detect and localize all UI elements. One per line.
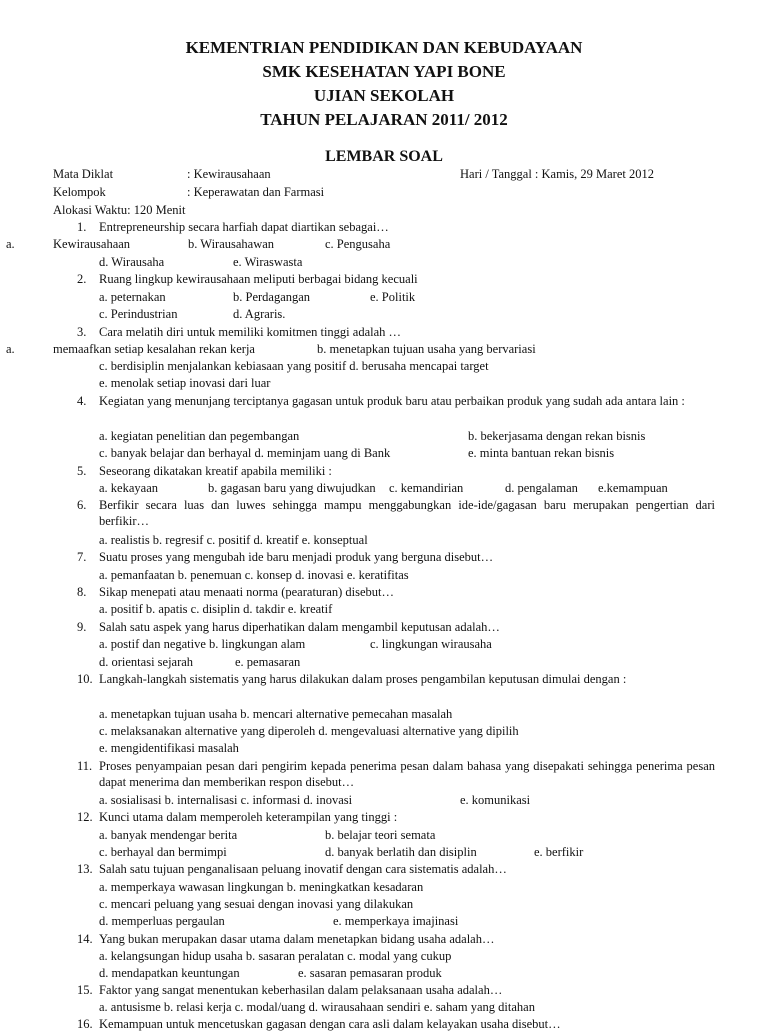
question-text: Salah satu aspek yang harus diperhatikan dalam mengambil keputusan adalah… [99, 620, 500, 634]
option-d: d. orientasi sejarah [99, 655, 194, 669]
group-value: : Keperawatan dan Farmasi [187, 185, 325, 199]
question-text: Proses penyampaian pesan dari pengirim kepada penerima pesan dalam bahasa yang disepakati sehingga penerima pesan dapat menerima dan memberikan respon disebut… [99, 759, 715, 789]
question-number: 3. [77, 325, 87, 339]
question-number: 12. [77, 810, 93, 824]
question-text: Sikap menepati atau menaati norma (pearaturan) disebut… [99, 585, 395, 599]
group-label: Kelompok [53, 185, 106, 199]
question-text: Kegiatan yang menunjang terciptanya gagasan untuk produk baru atau perbaikan produk yang sudah ada antara lain : [99, 394, 685, 408]
option-a-c: a. kelangsungan hidup usaha b. sasaran peralatan c. modal yang cukup [99, 949, 452, 963]
question-number: 9. [77, 620, 87, 634]
option-letter: a. [6, 342, 15, 356]
option-c-d: c. melaksanakan alternative yang diperoleh d. mengevaluasi alternative yang dipilih [99, 724, 519, 738]
option-c: c. Pengusaha [325, 237, 391, 251]
subject-value: : Kewirausahaan [187, 167, 271, 181]
question-number: 15. [77, 983, 93, 997]
option-d: d. Wirausaha [99, 255, 165, 269]
question-text: Berfikir secara luas dan luwes sehingga mampu menggabungkan ide-ide/gagasan baru merupakan pengertian dari berfikir… [99, 498, 715, 528]
question-number: 5. [77, 464, 87, 478]
option-b: b. Wirausahawan [188, 237, 275, 251]
option-b: b. Perdagangan [233, 290, 311, 304]
question-number: 6. [77, 498, 87, 512]
option-e: e. Wiraswasta [233, 255, 303, 269]
option-b: b. bekerjasama dengan rekan bisnis [468, 429, 646, 443]
subject-label: Mata Diklat [53, 167, 114, 181]
option-c: c. berhayal dan bermimpi [99, 845, 227, 859]
option-e: e. minta bantuan rekan bisnis [468, 446, 615, 460]
question-text: Seseorang dikatakan kreatif apabila memiliki : [99, 464, 332, 478]
academic-year: TAHUN PELAJARAN 2011/ 2012 [260, 110, 508, 129]
question-text: Yang bukan merupakan dasar utama dalam menetapkan bidang usaha adalah… [99, 932, 495, 946]
time-allocation: Alokasi Waktu: 120 Menit [53, 203, 186, 217]
question-text: Langkah-langkah sistematis yang harus dilakukan dalam proses pengambilan keputusan dimulai dengan : [99, 672, 627, 686]
options-a-d: a. sosialisasi b. internalisasi c. informasi d. inovasi [99, 793, 353, 807]
option-d: d. memperluas pergaulan [99, 914, 225, 928]
option-d: d. mendapatkan keuntungan [99, 966, 240, 980]
option-a-b: a. menetapkan tujuan usaha b. mencari alternative pemecahan masalah [99, 707, 453, 721]
option-e: e.kemampuan [598, 481, 668, 495]
option-d: d. pengalaman [505, 481, 578, 495]
question-number: 10. [77, 672, 93, 686]
option-d: d. Agraris. [233, 307, 286, 321]
option-a-b: a. memperkaya wawasan lingkungan b. meningkatkan kesadaran [99, 880, 424, 894]
option-c-d: c. berdisiplin menjalankan kebiasaan yang positif d. berusaha mencapai target [99, 359, 489, 373]
question-number: 16. [77, 1017, 93, 1031]
option-a: memaafkan setiap kesalahan rekan kerja [53, 342, 255, 356]
option-c: c. Perindustrian [99, 307, 178, 321]
question-text: Entrepreneurship secara harfiah dapat diartikan sebagai… [99, 220, 389, 234]
school-name: SMK KESEHATAN YAPI BONE [262, 62, 506, 81]
option-a: a. kekayaan [99, 481, 158, 495]
option-a-b: a. postif dan negative b. lingkungan alam [99, 637, 306, 651]
option-e: e. pemasaran [235, 655, 301, 669]
question-text: Faktor yang sangat menentukan keberhasilan dalam pelaksanaan usaha adalah… [99, 983, 503, 997]
exam-name: UJIAN SEKOLAH [313, 86, 455, 105]
question-number: 14. [77, 932, 93, 946]
question-text: Kunci utama dalam memperoleh keterampilan yang tinggi : [99, 810, 398, 824]
option-e: e. berfikir [534, 845, 584, 859]
option-e: e. memperkaya imajinasi [333, 914, 459, 928]
question-number: 8. [77, 585, 87, 599]
option-e: e. Politik [370, 290, 416, 304]
options-line: a. realistis b. regresif c. positif d. kreatif e. konseptual [99, 533, 368, 547]
option-c: c. mencari peluang yang sesuai dengan inovasi yang dilakukan [99, 897, 414, 911]
option-a: a. kegiatan penelitian dan pegembangan [99, 429, 300, 443]
option-c-d: c. banyak belajar dan berhayal d. meminjam uang di Bank [99, 446, 391, 460]
options-line: a. antusisme b. relasi kerja c. modal/uang d. wirausahaan sendiri e. saham yang ditahan [99, 1000, 535, 1014]
option-letter: a. [6, 237, 15, 251]
option-c: c. kemandirian [389, 481, 464, 495]
question-number: 13. [77, 862, 93, 876]
question-number: 1. [77, 220, 87, 234]
question-text: Cara melatih diri untuk memiliki komitmen tinggi adalah … [99, 325, 402, 339]
option-e: e. komunikasi [460, 793, 531, 807]
option-e: e. menolak setiap inovasi dari luar [99, 376, 271, 390]
question-number: 2. [77, 272, 87, 286]
question-number: 11. [77, 759, 93, 773]
question-text: Ruang lingkup kewirausahaan meliputi berbagai bidang kecuali [99, 272, 418, 286]
option-a: a. banyak mendengar berita [99, 828, 238, 842]
question-number: 7. [77, 550, 87, 564]
option-a: Kewirausahaan [53, 237, 131, 251]
options-line: a. pemanfaatan b. penemuan c. konsep d. inovasi e. keratifitas [99, 568, 409, 582]
option-e: e. sasaran pemasaran produk [298, 966, 442, 980]
exam-date: Hari / Tanggal : Kamis, 29 Maret 2012 [460, 167, 654, 181]
question-text: Salah satu tujuan penganalisaan peluang inovatif dengan cara sistematis adalah… [99, 862, 507, 876]
option-b: b. belajar teori semata [325, 828, 436, 842]
ministry-title: KEMENTRIAN PENDIDIKAN DAN KEBUDAYAAN [185, 38, 583, 57]
option-b: b. menetapkan tujuan usaha yang bervariasi [317, 342, 536, 356]
option-b: b. gagasan baru yang diwujudkan [208, 481, 376, 495]
question-number: 4. [77, 394, 87, 408]
options-line: a. positif b. apatis c. disiplin d. takdir e. kreatif [99, 602, 333, 616]
sheet-title: LEMBAR SOAL [325, 148, 443, 165]
question-text: Kemampuan untuk mencetuskan gagasan dengan cara asli dalam kelayakan usaha disebut… [99, 1017, 561, 1031]
question-text: Suatu proses yang mengubah ide baru menjadi produk yang berguna disebut… [99, 550, 494, 564]
option-a: a. peternakan [99, 290, 166, 304]
option-d: d. banyak berlatih dan disiplin [325, 845, 477, 859]
option-e: e. mengidentifikasi masalah [99, 741, 239, 755]
option-c: c. lingkungan wirausaha [370, 637, 492, 651]
